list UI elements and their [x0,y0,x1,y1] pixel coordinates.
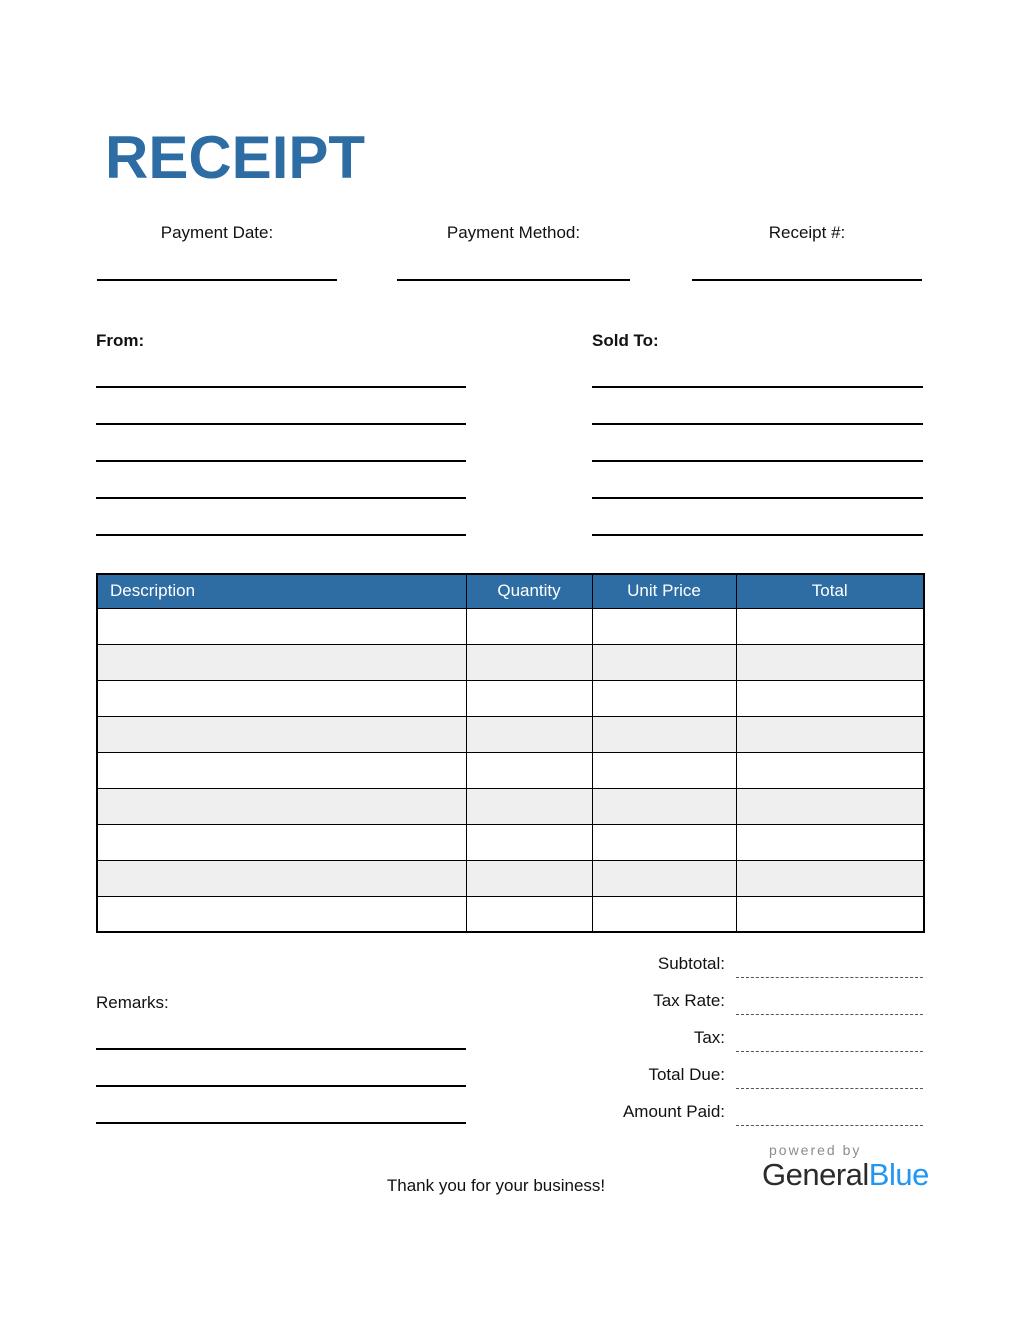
item-cell-quantity[interactable] [466,752,592,788]
item-cell-description[interactable] [97,644,466,680]
remarks-lines [96,1013,466,1124]
remarks-input-line[interactable] [96,1050,466,1087]
totals-section [540,941,923,1126]
table-row [97,860,924,896]
from-input-line[interactable] [96,425,466,462]
table-row [97,680,924,716]
item-cell-description[interactable] [97,896,466,932]
table-row [97,824,924,860]
item-cell-total[interactable] [736,752,924,788]
item-cell-total[interactable] [736,824,924,860]
item-cell-quantity[interactable] [466,644,592,680]
column-header-unit-price: Unit Price [592,574,736,608]
tax-rate-value-line[interactable] [736,978,923,1015]
table-row [97,644,924,680]
item-cell-quantity[interactable] [466,896,592,932]
item-cell-unit-price[interactable] [592,896,736,932]
brand-logo-blue: Blue [868,1157,929,1192]
column-header-description: Description [97,574,466,608]
from-input-line[interactable] [96,462,466,499]
tax-row [540,1015,923,1052]
receipt-number-input-line[interactable] [692,279,922,281]
column-header-quantity: Quantity [466,574,592,608]
item-cell-quantity[interactable] [466,716,592,752]
items-table-header [97,574,924,608]
document-title: RECEIPT [105,124,366,191]
remarks-label: Remarks: [96,993,169,1012]
item-cell-unit-price[interactable] [592,608,736,644]
from-input-line[interactable] [96,388,466,425]
item-cell-unit-price[interactable] [592,788,736,824]
amount-paid-row [540,1089,923,1126]
table-row [97,896,924,932]
amount-paid-label: Amount Paid: [622,1102,725,1121]
sold-to-input-line[interactable] [592,388,923,425]
item-cell-unit-price[interactable] [592,824,736,860]
sold-to-input-line[interactable] [592,425,923,462]
item-cell-unit-price[interactable] [592,716,736,752]
from-input-line[interactable] [96,351,466,388]
item-cell-description[interactable] [97,824,466,860]
from-lines [96,351,466,536]
payment-date-input-line[interactable] [97,279,337,281]
remarks-input-line[interactable] [96,1013,466,1050]
item-cell-total[interactable] [736,860,924,896]
tax-rate-label: Tax Rate: [653,991,725,1010]
item-cell-description[interactable] [97,680,466,716]
total-due-label: Total Due: [648,1065,725,1084]
brand-footer [762,1142,929,1191]
item-cell-total[interactable] [736,896,924,932]
remarks-section [96,993,466,1124]
items-table [96,573,925,933]
item-cell-quantity[interactable] [466,608,592,644]
subtotal-value-line[interactable] [736,941,923,978]
column-header-total: Total [736,574,924,608]
brand-logo [762,1158,929,1191]
payment-method-field [397,223,630,281]
total-due-row [540,1052,923,1089]
sold-to-lines [592,351,923,536]
item-cell-quantity[interactable] [466,824,592,860]
header-row [97,574,924,608]
payment-method-input-line[interactable] [397,279,630,281]
items-table-body [97,608,924,932]
payment-date-label: Payment Date: [160,223,274,242]
table-row [97,608,924,644]
item-cell-quantity[interactable] [466,860,592,896]
item-cell-quantity[interactable] [466,788,592,824]
sold-to-input-line[interactable] [592,499,923,536]
item-cell-description[interactable] [97,860,466,896]
sold-to-input-line[interactable] [592,351,923,388]
from-input-line[interactable] [96,499,466,536]
subtotal-row [540,941,923,978]
sold-to-label: Sold To: [592,331,659,350]
item-cell-total[interactable] [736,716,924,752]
from-label: From: [96,331,145,350]
item-cell-total[interactable] [736,644,924,680]
powered-by-label: powered by [769,1142,862,1158]
item-cell-description[interactable] [97,608,466,644]
table-row [97,752,924,788]
receipt-number-field [692,223,922,281]
from-section [96,331,466,536]
remarks-input-line[interactable] [96,1087,466,1124]
item-cell-total[interactable] [736,788,924,824]
payment-date-field [97,223,337,281]
tax-value-line[interactable] [736,1015,923,1052]
item-cell-quantity[interactable] [466,680,592,716]
item-cell-unit-price[interactable] [592,860,736,896]
tax-rate-row [540,978,923,1015]
sold-to-section [592,331,923,536]
amount-paid-value-line[interactable] [736,1089,923,1126]
item-cell-unit-price[interactable] [592,752,736,788]
item-cell-description[interactable] [97,788,466,824]
item-cell-description[interactable] [97,752,466,788]
tax-label: Tax: [693,1028,725,1047]
total-due-value-line[interactable] [736,1052,923,1089]
sold-to-input-line[interactable] [592,462,923,499]
subtotal-label: Subtotal: [657,954,725,973]
table-row [97,788,924,824]
item-cell-unit-price[interactable] [592,644,736,680]
item-cell-total[interactable] [736,680,924,716]
brand-logo-general: General [762,1157,869,1192]
item-cell-total[interactable] [736,608,924,644]
payment-method-label: Payment Method: [446,223,581,242]
receipt-number-label: Receipt #: [768,223,846,242]
thank-you-message: Thank you for your business! [386,1176,606,1195]
item-cell-unit-price[interactable] [592,680,736,716]
item-cell-description[interactable] [97,716,466,752]
table-row [97,716,924,752]
